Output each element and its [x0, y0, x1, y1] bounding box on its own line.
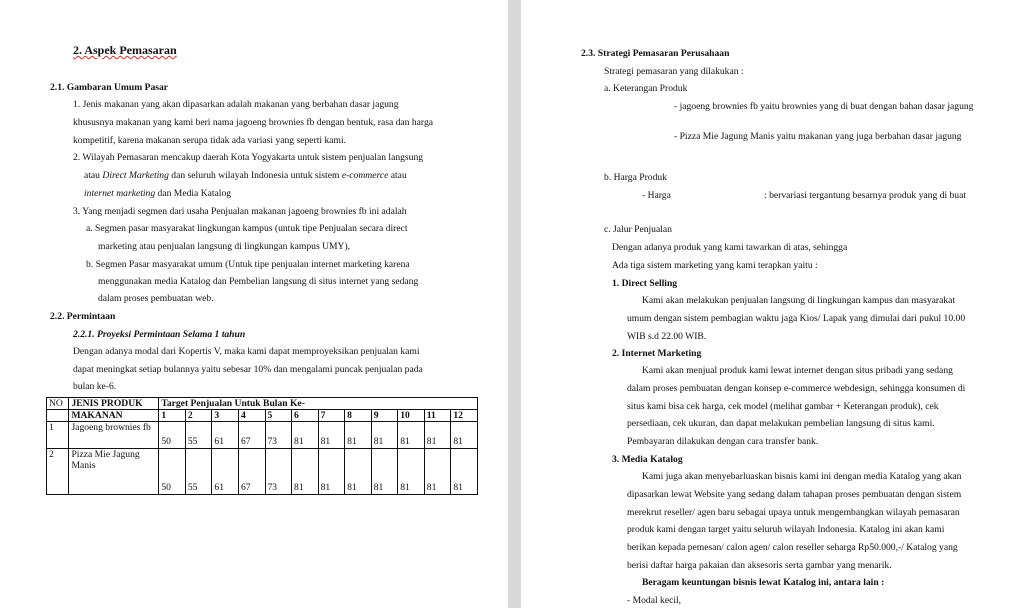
paragraph-line: a. Segmen pasar masyarakat lingkungan kampus (untuk tipe Penjualan secara direct [86, 223, 408, 234]
row-no: 2 [47, 449, 69, 495]
row-value: 50 [159, 422, 186, 449]
right-page [521, 0, 1024, 608]
header-month: 2 [185, 410, 212, 422]
text-run: internet marketing [84, 188, 156, 199]
heading-strategi-pemasaran: 2.3. Strategi Pemasaran Perusahaan [581, 48, 730, 59]
paragraph-line: umum dengan sistem pembagian waktu jaga Kios/ Lapak yang dimulai dari pukul 10.00 [627, 313, 966, 324]
paragraph-line: dipasarkan lewat Website yang sedang dalam tahapan proses pembuatan dengan sistem [627, 489, 962, 500]
row-value: 81 [345, 422, 372, 449]
text-run: dan seluruh wilayah Indonesia untuk sistem [168, 170, 342, 181]
heading-internet-marketing: 2. Internet Marketing [612, 348, 702, 359]
heading-permintaan: 2.2. Permintaan [50, 311, 116, 322]
paragraph-line: b. Segmen Pasar masyarakat umum (Untuk tipe penjualan internet marketing karena [86, 259, 410, 270]
paragraph-line: berikan kepada pemesan/ calon agen/ calon reseller seharga Rp50.000,-/ Katalog yang [627, 542, 958, 553]
row-value: 55 [185, 449, 212, 495]
header-target: Target Penjualan Untuk Bulan Ke- [159, 398, 478, 410]
paragraph-line: situs kami bisa cek harga, cek model (melihat gambar + Keterangan produk), cek [627, 401, 939, 412]
row-value: 81 [424, 449, 451, 495]
text-run: atau [388, 170, 407, 181]
paragraph-line: merekrut reseller/ agen baru sebagai upaya untuk mengembangkan wilayah pemasaran [627, 507, 960, 518]
subheading-proyeksi: 2.2.1. Proyeksi Permintaan Selama 1 tahun [73, 329, 246, 340]
row-value: 55 [185, 422, 212, 449]
row-value: 73 [265, 422, 292, 449]
paragraph-line: 2. Wilayah Pemasaran mencakup daerah Kota Yogyakarta untuk sistem penjualan langsung [73, 152, 424, 163]
row-value: 50 [159, 449, 186, 495]
row-value: 81 [345, 449, 372, 495]
header-month: 8 [345, 410, 372, 422]
benefit-heading: Beragam keuntungan bisnis lewat Katalog ini, antara lain : [642, 577, 885, 588]
paragraph-line: khususnya makanan yang kami beri nama jagoeng brownies fb dengan bentuk, rasa dan harga [73, 117, 434, 128]
subheading-harga-produk: b. Harga Produk [604, 172, 667, 183]
header-jenis-produk: JENIS PRODUK [69, 398, 159, 410]
header-month: 11 [424, 410, 451, 422]
table-cell [47, 410, 69, 422]
paragraph-line: produk kami dengan target yaitu seluruh wilayah Indonesia. Katalog ini akan kami [627, 524, 945, 535]
price-label: - Harga [642, 190, 671, 201]
row-value: 67 [238, 422, 265, 449]
paragraph-line: dalam proses pembuatan web. [98, 293, 214, 304]
header-month: 4 [238, 410, 265, 422]
paragraph-line [84, 188, 231, 200]
paragraph-line: Ada tiga sistem marketing yang kami terapkan yaitu : [612, 260, 818, 271]
paragraph-line: Dengan adanya modal dari Kopertis V, maka kami dapat memproyeksikan penjualan kami [73, 346, 420, 357]
table-row [47, 449, 478, 495]
paragraph-line: menggunakan media Katalog dan Pembelian langsung di situs internet yang sedang [98, 276, 419, 287]
row-value: 81 [318, 449, 345, 495]
row-value: 81 [292, 422, 319, 449]
list-item: - Pizza Mie Jagung Manis yaitu makanan yang juga berbahan dasar jagung [674, 131, 962, 142]
row-value: 73 [265, 449, 292, 495]
header-month: 1 [159, 410, 186, 422]
row-value: 81 [371, 422, 398, 449]
paragraph-line: Strategi pemasaran yang dilakukan : [604, 66, 744, 77]
header-no: NO [47, 398, 69, 410]
row-value: 81 [424, 422, 451, 449]
paragraph-line: bulan ke-6. [73, 381, 117, 392]
paragraph-line: WIB s.d 22.00 WIB. [627, 331, 707, 342]
table-header-row [47, 410, 478, 422]
paragraph-line: 1. Jenis makanan yang akan dipasarkan adalah makanan yang berbahan dasar jagung [73, 99, 399, 110]
page-gap [508, 0, 521, 608]
header-month: 6 [292, 410, 319, 422]
row-value: 81 [398, 422, 425, 449]
header-month: 3 [212, 410, 239, 422]
paragraph-line: dapat meningkat setiap bulannya yaitu sebesar 10% dan mengalami puncak penjualan pada [73, 364, 423, 375]
table-row [47, 422, 478, 449]
header-makanan: MAKANAN [69, 410, 159, 422]
paragraph-line: 3. Yang menjadi segmen dari usaha Penjualan makanan jagoeng brownies fb ini adalah [73, 206, 407, 217]
list-item: - Modal kecil, [627, 595, 682, 606]
paragraph-line: Dengan adanya produk yang kami tawarkan di atas, sehingga [612, 242, 848, 253]
heading-gambaran-umum-pasar: 2.1. Gambaran Umum Pasar [50, 82, 169, 93]
heading-direct-selling: 1. Direct Selling [612, 278, 678, 289]
text-run: dan Media Katalog [155, 188, 232, 199]
left-page [0, 0, 508, 608]
paragraph-line: Pembayaran dilakukan dengan cara transfer bank. [627, 436, 819, 447]
row-value: 81 [451, 449, 478, 495]
paragraph-line: dalam proses pembuatan dengan konsep e-commerce webdesign, sehingga konsumen di [627, 383, 966, 394]
row-value: 81 [371, 449, 398, 495]
text-run: Direct Marketing [102, 170, 169, 181]
row-value: 81 [398, 449, 425, 495]
paragraph-line: Kami juga akan menyebarluaskan bisnis kami ini dengan media Katalog yang akan [642, 471, 962, 482]
header-month: 5 [265, 410, 292, 422]
paragraph-line: persediaan, cek ukuran, dan dapat melakukan pembelian langsung di situs kami. [627, 418, 935, 429]
price-value: : bervariasi tergantung besarnya produk yang di buat [764, 190, 967, 201]
sales-target-table [46, 397, 478, 495]
row-value: 81 [292, 449, 319, 495]
text-run: e-commerce [341, 170, 389, 181]
list-item: - jagoeng brownies fb yaitu brownies yang di buat dengan bahan dasar jagung [674, 101, 974, 112]
row-value: 81 [451, 422, 478, 449]
paragraph-line [84, 170, 407, 182]
paragraph-line: kompetitif, karena makanan serupa tidak ada variasi yang seperti kami. [73, 135, 347, 146]
row-no: 1 [47, 422, 69, 449]
row-product-name: Pizza Mie Jagung Manis [69, 449, 159, 495]
header-month: 12 [451, 410, 478, 422]
text-run: atau [84, 170, 103, 181]
header-month: 10 [398, 410, 425, 422]
subheading-keterangan-produk: a. Keterangan Produk [604, 83, 688, 94]
row-value: 81 [318, 422, 345, 449]
row-value: 61 [212, 422, 239, 449]
header-month: 9 [371, 410, 398, 422]
section-title: 2. Aspek Pemasaran [73, 43, 177, 57]
header-month: 7 [318, 410, 345, 422]
paragraph-line: berisi daftar harga pakaian dan aksesoris serta gambar yang menarik. [627, 560, 892, 571]
row-value: 67 [238, 449, 265, 495]
paragraph-line: Kami akan melakukan penjualan langsung di lingkungan kampus dan masyarakat [642, 295, 956, 306]
paragraph-line: marketing atau penjualan langsung di lingkungan kampus UMY), [98, 241, 351, 252]
row-value: 61 [212, 449, 239, 495]
paragraph-line: Kami akan menjual produk kami lewat internet dengan situs pribadi yang sedang [642, 365, 953, 376]
subheading-jalur-penjualan: c. Jalur Penjualan [604, 224, 672, 235]
table-header-row [47, 398, 478, 410]
row-product-name: Jagoeng brownies fb [69, 422, 159, 449]
heading-media-katalog: 3. Media Katalog [612, 454, 683, 465]
